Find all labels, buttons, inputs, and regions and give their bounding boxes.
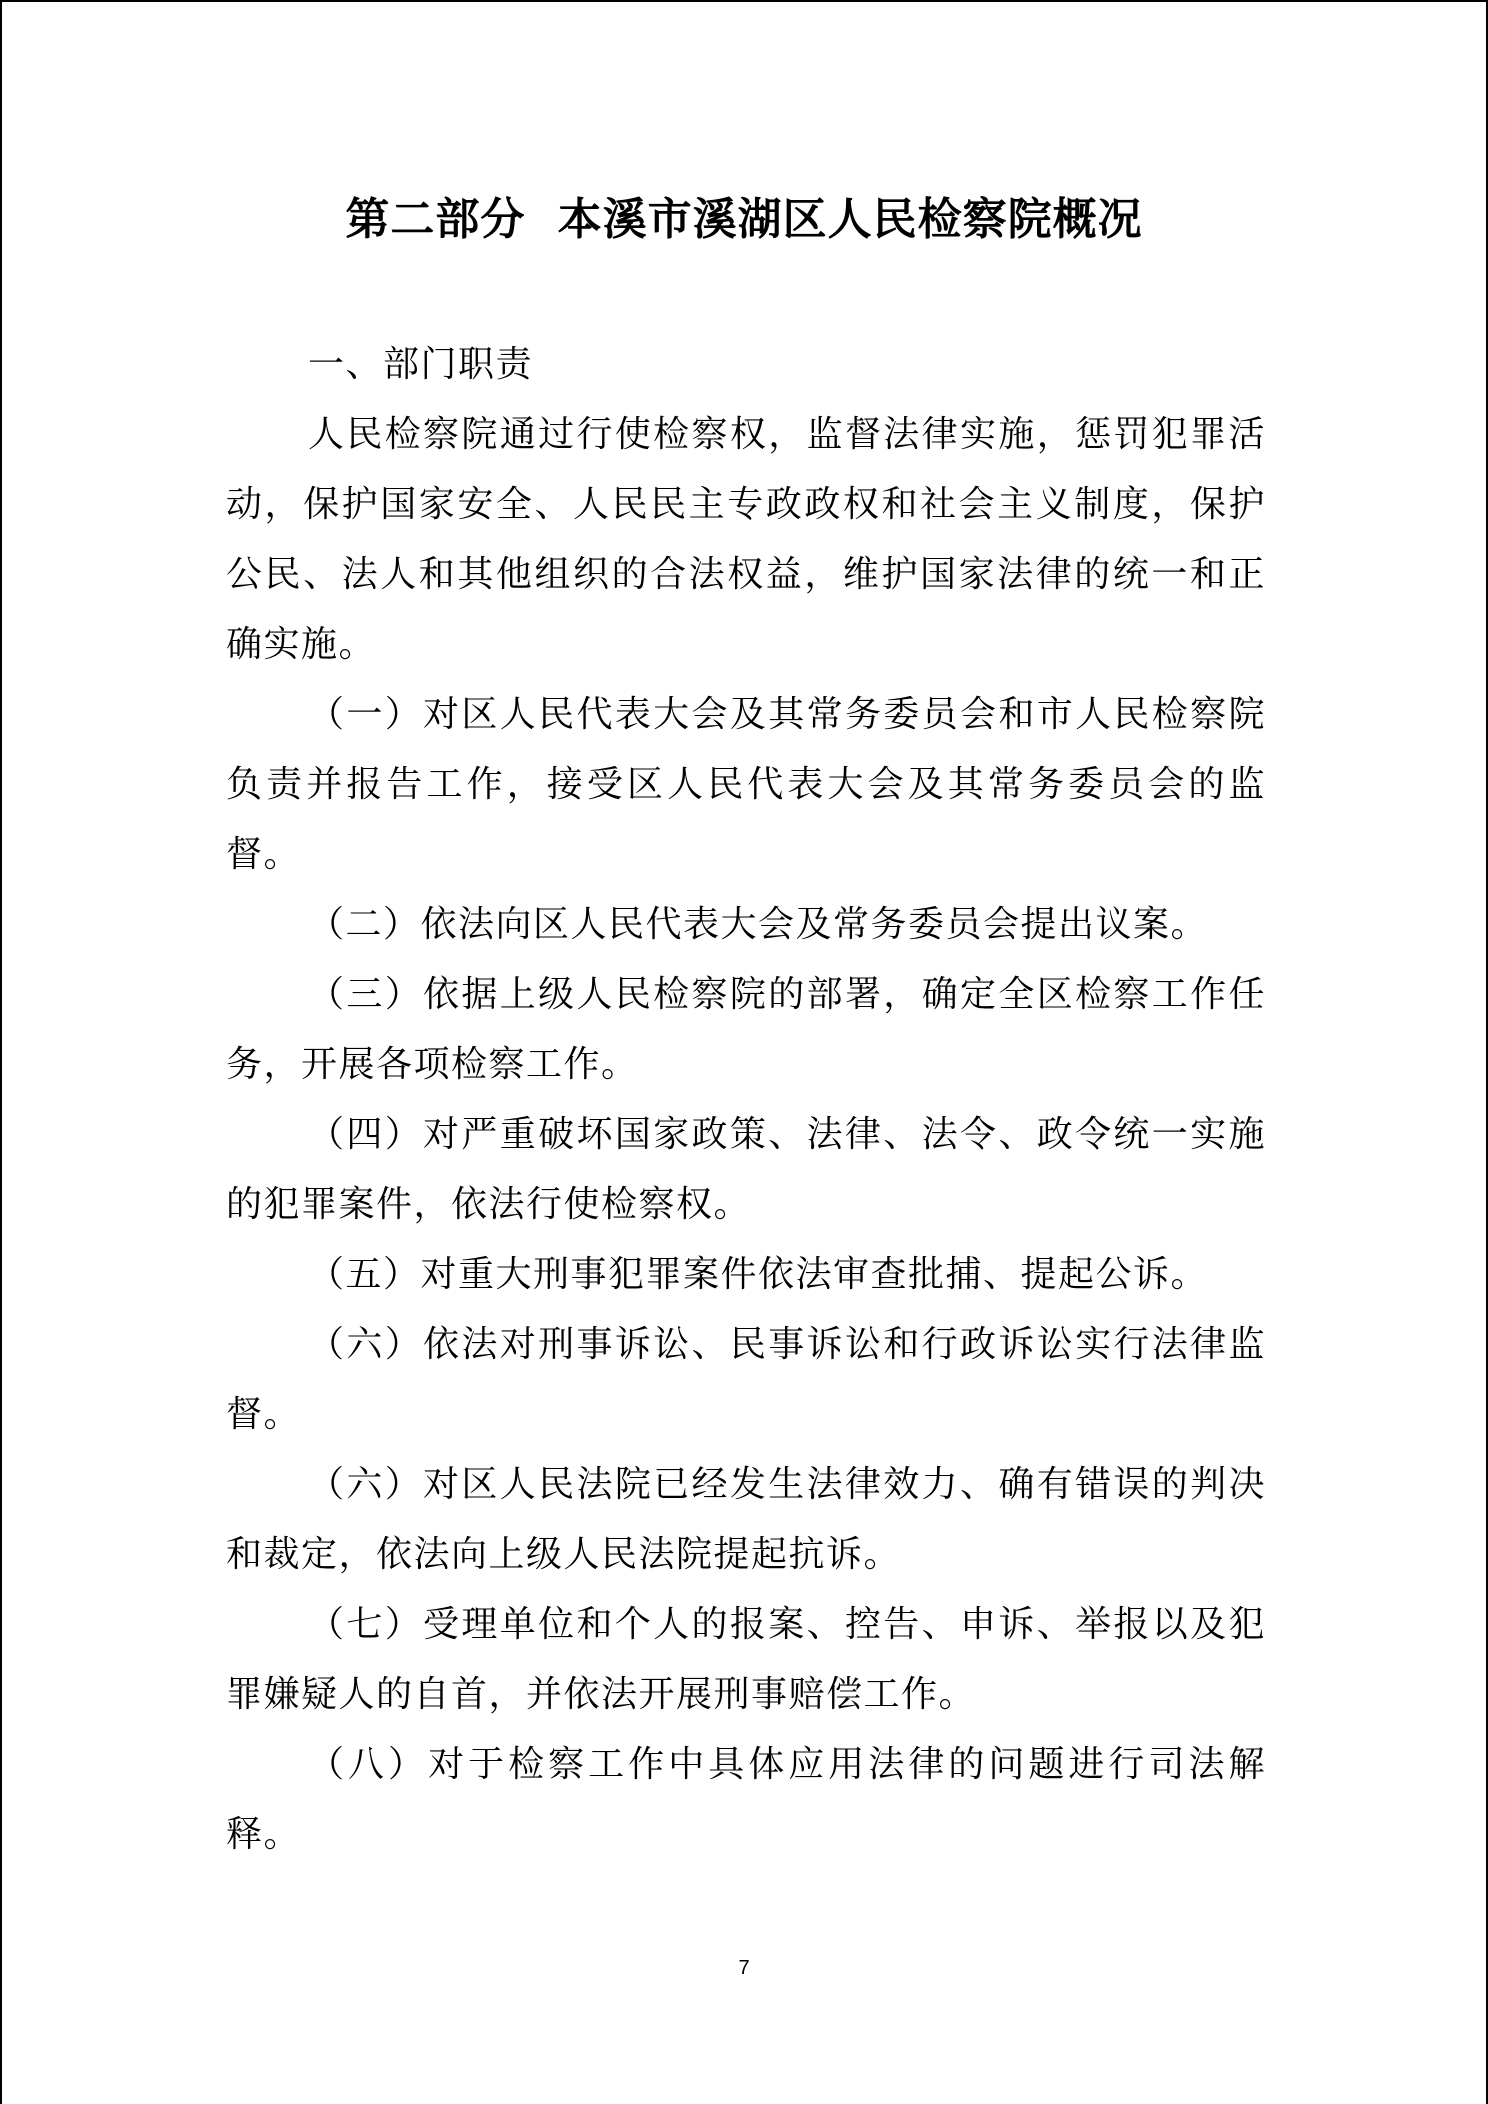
list-item: （六）依法对刑事诉讼、民事诉讼和行政诉讼实行法律监督。 <box>226 1324 1266 1435</box>
section-heading: 一、部门职责 <box>308 344 534 385</box>
paragraph-intro: 人民检察院通过行使检察权，监督法律实施，惩罚犯罪活动，保护国家安全、人民民主专政政权和社会主义制度，保护公民、法人和其他组织的合法权益，维护国家法律的统一和正确实施。 <box>226 414 1266 665</box>
page-title: 第二部分 本溪市溪湖区人民检察院概况 <box>345 194 1143 245</box>
page-number: 7 <box>738 1957 750 1979</box>
list-item: （一）对区人民代表大会及其常务委员会和市人民检察院负责并报告工作，接受区人民代表大会及其常务委员会的监督。 <box>226 694 1266 875</box>
list-item: （八）对于检察工作中具体应用法律的问题进行司法解释。 <box>226 1744 1266 1855</box>
list-item: （七）受理单位和个人的报案、控告、申诉、举报以及犯罪嫌疑人的自首，并依法开展刑事赔偿工作。 <box>226 1604 1266 1715</box>
document-body <box>226 330 1266 1870</box>
list-item: （六）对区人民法院已经发生法律效力、确有错误的判决和裁定，依法向上级人民法院提起抗诉。 <box>226 1464 1266 1575</box>
list-item: （二）依法向区人民代表大会及常务委员会提出议案。 <box>308 904 1209 945</box>
list-item: （五）对重大刑事犯罪案件依法审查批捕、提起公诉。 <box>308 1254 1209 1295</box>
list-item: （四）对严重破坏国家政策、法律、法令、政令统一实施的犯罪案件，依法行使检察权。 <box>226 1114 1266 1225</box>
list-item: （三）依据上级人民检察院的部署，确定全区检察工作任务，开展各项检察工作。 <box>226 974 1266 1085</box>
